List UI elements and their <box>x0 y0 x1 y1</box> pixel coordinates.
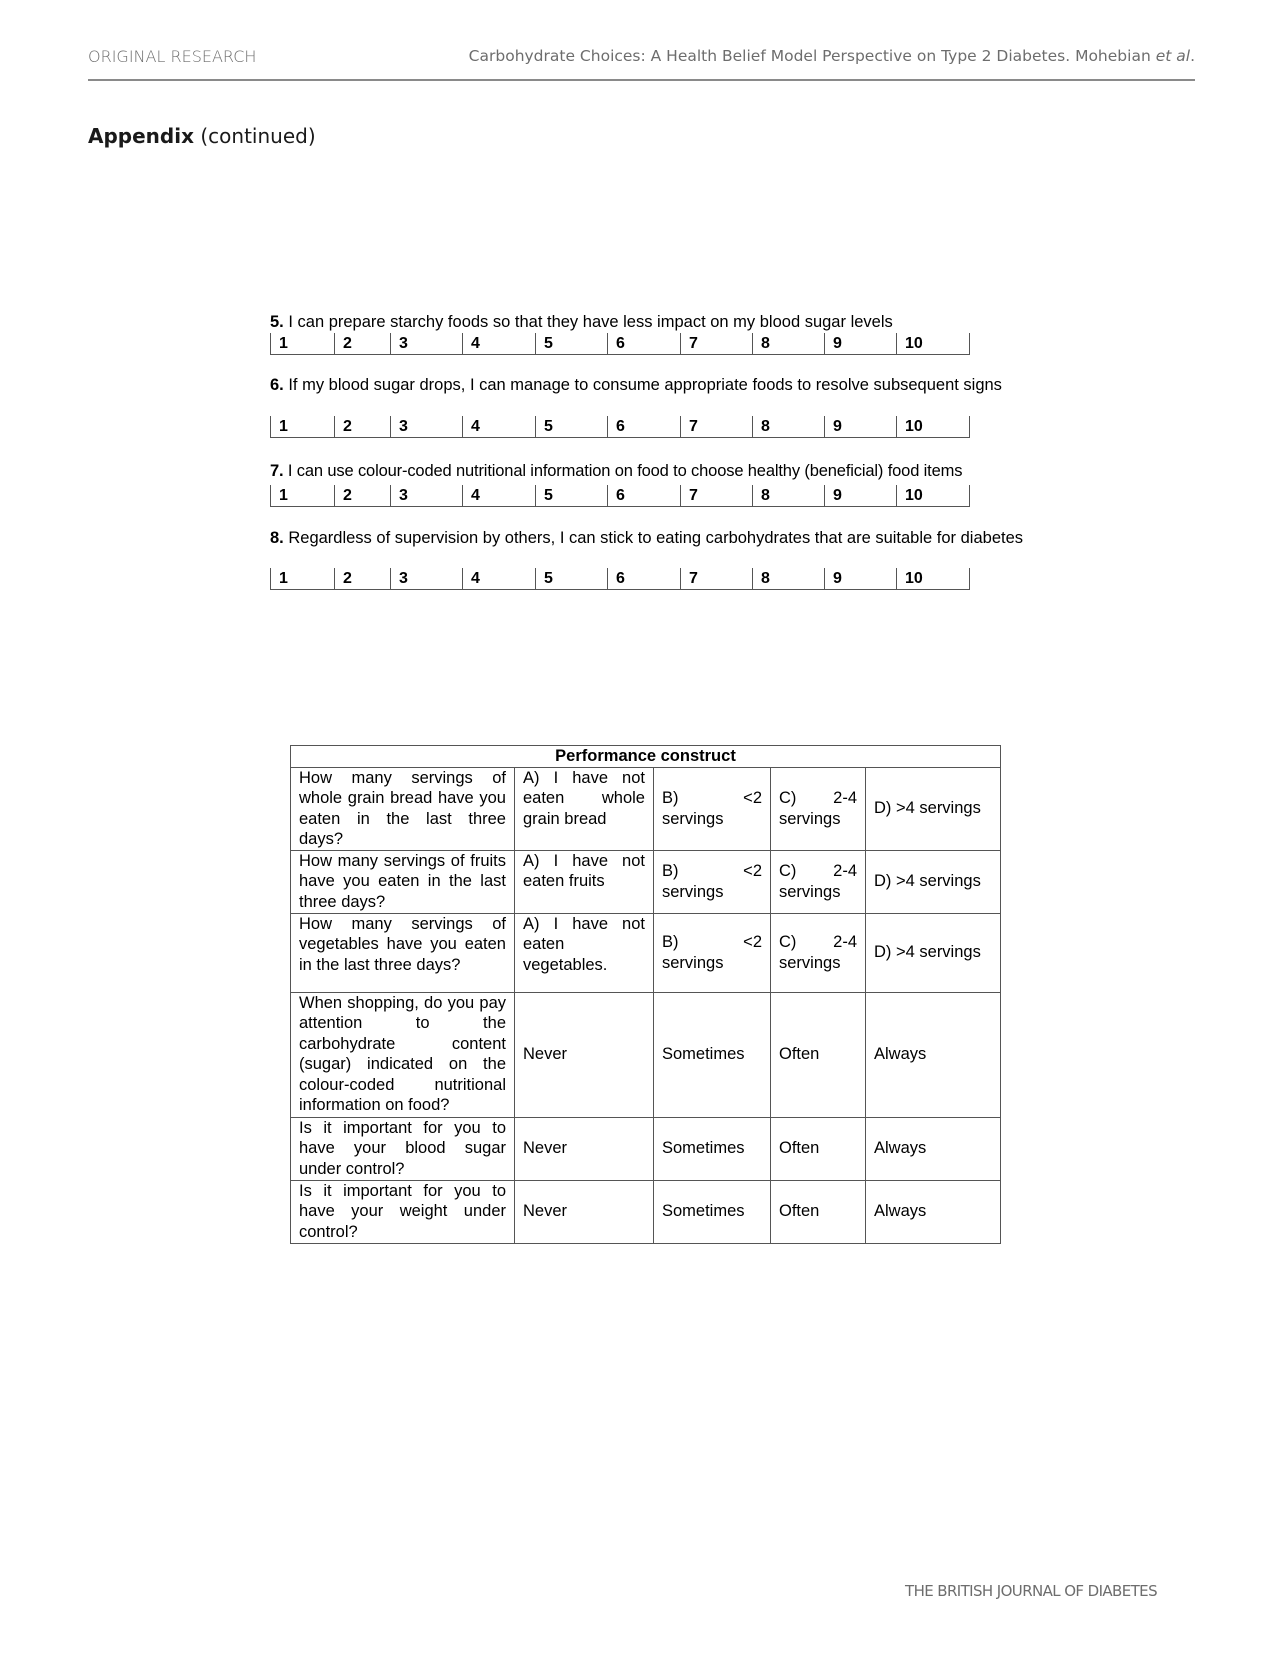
table-header-row <box>291 746 1001 768</box>
question-7 <box>270 461 1024 481</box>
scale-option[interactable]: 3 <box>390 416 462 437</box>
option-often[interactable]: Often <box>771 1117 866 1180</box>
section-label: ORIGINAL RESEARCH <box>88 47 257 66</box>
question-8 <box>270 528 1024 548</box>
scale-option[interactable]: 5 <box>535 485 607 506</box>
scale-option[interactable]: 2 <box>334 416 390 437</box>
running-title-etal: et al <box>1155 47 1191 65</box>
scale-option[interactable]: 5 <box>535 333 607 354</box>
row-question: How many servings of vegetables have you eaten in the last three days? <box>291 913 515 992</box>
scale-option[interactable]: 4 <box>462 333 535 354</box>
option-sometimes[interactable]: Sometimes <box>654 1180 771 1243</box>
option-often[interactable]: Often <box>771 1180 866 1243</box>
scale-option[interactable]: 9 <box>824 568 896 589</box>
appendix-title: Appendix <box>88 124 194 148</box>
scale-option[interactable]: 1 <box>270 568 334 589</box>
question-5 <box>270 312 1024 332</box>
scale-option[interactable]: 9 <box>824 416 896 437</box>
scale-option[interactable]: 3 <box>390 485 462 506</box>
question-text: I can use colour-coded nutritional information on food to choose healthy (beneficial) food items <box>283 462 963 480</box>
option-always[interactable]: Always <box>866 1117 1001 1180</box>
scale-option[interactable]: 8 <box>752 333 824 354</box>
row-question: How many servings of fruits have you eaten in the last three days? <box>291 850 515 913</box>
option-b[interactable]: B) <2 servings <box>654 913 771 992</box>
option-often[interactable]: Often <box>771 992 866 1117</box>
option-never[interactable]: Never <box>515 992 654 1117</box>
scale-option[interactable]: 1 <box>270 333 334 354</box>
scale-option[interactable]: 7 <box>680 333 752 354</box>
row-question: How many servings of whole grain bread have you eaten in the last three days? <box>291 767 515 850</box>
scale-option[interactable]: 2 <box>334 568 390 589</box>
table-row <box>291 1180 1001 1243</box>
option-always[interactable]: Always <box>866 1180 1001 1243</box>
option-b[interactable]: B) <2 servings <box>654 850 771 913</box>
table-row <box>291 767 1001 850</box>
option-a[interactable]: A) I have not eaten whole grain bread <box>515 767 654 850</box>
option-c[interactable]: C) 2-4 servings <box>771 913 866 992</box>
option-a[interactable]: A) I have not eaten fruits <box>515 850 654 913</box>
running-title <box>469 47 1195 65</box>
option-sometimes[interactable]: Sometimes <box>654 1117 771 1180</box>
running-title-text: Carbohydrate Choices: A Health Belief Model Perspective on Type 2 Diabetes. Mohebian <box>468 47 1156 65</box>
scale-option[interactable]: 8 <box>752 485 824 506</box>
question-text: Regardless of supervision by others, I can stick to eating carbohydrates that are suitable for diabetes <box>283 529 1024 547</box>
appendix-heading <box>88 124 316 148</box>
option-never[interactable]: Never <box>515 1117 654 1180</box>
scale-option[interactable]: 4 <box>462 568 535 589</box>
option-c[interactable]: C) 2-4 servings <box>771 850 866 913</box>
option-a[interactable]: A) I have not eaten vegetables. <box>515 913 654 992</box>
scale-option[interactable]: 4 <box>462 416 535 437</box>
option-never[interactable]: Never <box>515 1180 654 1243</box>
scale-option[interactable]: 6 <box>607 333 680 354</box>
scale-option[interactable]: 8 <box>752 568 824 589</box>
scale-option[interactable]: 8 <box>752 416 824 437</box>
table-title: Performance construct <box>291 746 1001 768</box>
option-always[interactable]: Always <box>866 992 1001 1117</box>
rating-scale-q8 <box>270 568 970 590</box>
scale-option[interactable]: 10 <box>896 485 970 506</box>
scale-option[interactable]: 1 <box>270 485 334 506</box>
row-question: Is it important for you to have your weight under control? <box>291 1180 515 1243</box>
table-row <box>291 913 1001 992</box>
scale-option[interactable]: 1 <box>270 416 334 437</box>
header-divider <box>88 79 1195 81</box>
journal-footer: THE BRITISH JOURNAL OF DIABETES <box>905 1582 1157 1600</box>
question-text: I can prepare starchy foods so that they have less impact on my blood sugar levels <box>283 313 893 331</box>
row-question: When shopping, do you pay attention to the carbohydrate content (sugar) indicated on the colour-coded nutritional information on food? <box>291 992 515 1117</box>
scale-option[interactable]: 10 <box>896 416 970 437</box>
scale-option[interactable]: 9 <box>824 485 896 506</box>
question-6 <box>270 375 1024 395</box>
rating-scale-q6 <box>270 416 970 438</box>
scale-option[interactable]: 10 <box>896 568 970 589</box>
scale-option[interactable]: 3 <box>390 568 462 589</box>
question-number: 7. <box>270 462 284 480</box>
scale-option[interactable]: 4 <box>462 485 535 506</box>
option-b[interactable]: B) <2 servings <box>654 767 771 850</box>
scale-option[interactable]: 7 <box>680 485 752 506</box>
rating-scale-q5 <box>270 333 970 355</box>
performance-construct-table <box>290 745 1001 1244</box>
scale-option[interactable]: 7 <box>680 568 752 589</box>
question-text: If my blood sugar drops, I can manage to consume appropriate foods to resolve subsequent signs <box>283 376 1002 394</box>
row-question: Is it important for you to have your blood sugar under control? <box>291 1117 515 1180</box>
table-row <box>291 992 1001 1117</box>
scale-option[interactable]: 3 <box>390 333 462 354</box>
option-c[interactable]: C) 2-4 servings <box>771 767 866 850</box>
rating-scale-q7 <box>270 485 970 507</box>
appendix-subtitle: (continued) <box>194 124 316 148</box>
scale-option[interactable]: 6 <box>607 568 680 589</box>
scale-option[interactable]: 10 <box>896 333 970 354</box>
scale-option[interactable]: 6 <box>607 485 680 506</box>
running-title-end: . <box>1190 47 1195 65</box>
scale-option[interactable]: 7 <box>680 416 752 437</box>
question-number: 8. <box>270 529 284 547</box>
option-d[interactable]: D) >4 servings <box>866 913 1001 992</box>
scale-option[interactable]: 6 <box>607 416 680 437</box>
question-number: 5. <box>270 313 284 331</box>
option-sometimes[interactable]: Sometimes <box>654 992 771 1117</box>
option-d[interactable]: D) >4 servings <box>866 850 1001 913</box>
option-d[interactable]: D) >4 servings <box>866 767 1001 850</box>
scale-option[interactable]: 5 <box>535 568 607 589</box>
table-row <box>291 850 1001 913</box>
scale-option[interactable]: 2 <box>334 333 390 354</box>
table-row <box>291 1117 1001 1180</box>
scale-option[interactable]: 5 <box>535 416 607 437</box>
scale-option[interactable]: 2 <box>334 485 390 506</box>
scale-option[interactable]: 9 <box>824 333 896 354</box>
question-number: 6. <box>270 376 284 394</box>
